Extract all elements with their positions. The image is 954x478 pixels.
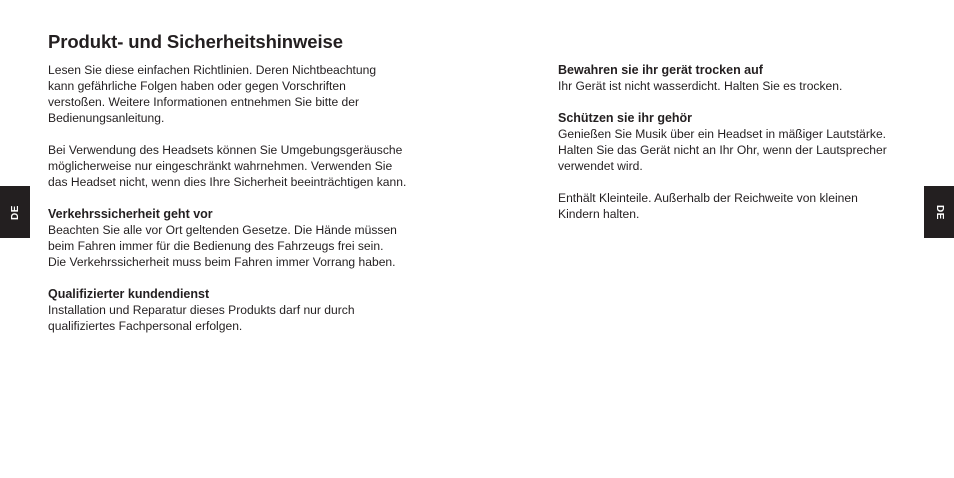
section-heading-traffic-safety: Verkehrssicherheit geht vor	[48, 207, 213, 221]
section-heading-qualified-service: Qualifizierter kundendienst	[48, 287, 210, 301]
section-heading-protect-hearing: Schützen sie ihr gehör	[558, 111, 693, 125]
right-column	[558, 62, 908, 222]
section-body-qualified-service: Installation und Reparatur dieses Produkts darf nur durch qualifiziertes Fachpersonal erfolgen.	[48, 303, 355, 333]
language-tab-right	[924, 186, 954, 238]
language-tab-right-label: DE	[933, 204, 945, 220]
language-tab-left-label: DE	[9, 204, 21, 220]
intro-paragraph-headset: Bei Verwendung des Headsets können Sie Umgebungsgeräusche möglicherweise nur eingeschränkt wahrnehmen. Verwenden Sie das Headset nicht, wenn dies Ihre Sicherheit beeinträchtigen kann.	[48, 143, 407, 189]
intro-paragraph-reading: Lesen Sie diese einfachen Richtlinien. Deren Nichtbeachtung kann gefährliche Folgen haben oder gegen Vorschriften verstoßen. Weitere Informationen entnehmen Sie bitte der Bedienungsanleitung.	[48, 63, 377, 125]
left-column	[48, 62, 428, 334]
section-body-protect-hearing: Genießen Sie Musik über ein Headset in mäßiger Lautstärke. Halten Sie das Gerät nicht an Ihr Ohr, wenn der Lautsprecher verwendet wird.	[558, 127, 887, 173]
language-tab-left	[0, 186, 30, 238]
small-parts-note: Enthält Kleinteile. Außerhalb der Reichweite von kleinen Kindern halten.	[558, 191, 858, 221]
section-body-traffic-safety: Beachten Sie alle vor Ort geltenden Gesetze. Die Hände müssen beim Fahren immer für die Bedienung des Fahrzeugs frei sein. Die Verkehrssicherheit muss beim Fahren immer Vorrang haben.	[48, 223, 397, 269]
page-title: Produkt- und Sicherheitshinweise	[48, 31, 343, 52]
section-heading-keep-dry: Bewahren sie ihr gerät trocken auf	[558, 63, 763, 77]
section-body-keep-dry: Ihr Gerät ist nicht wasserdicht. Halten Sie es trocken.	[558, 79, 843, 93]
